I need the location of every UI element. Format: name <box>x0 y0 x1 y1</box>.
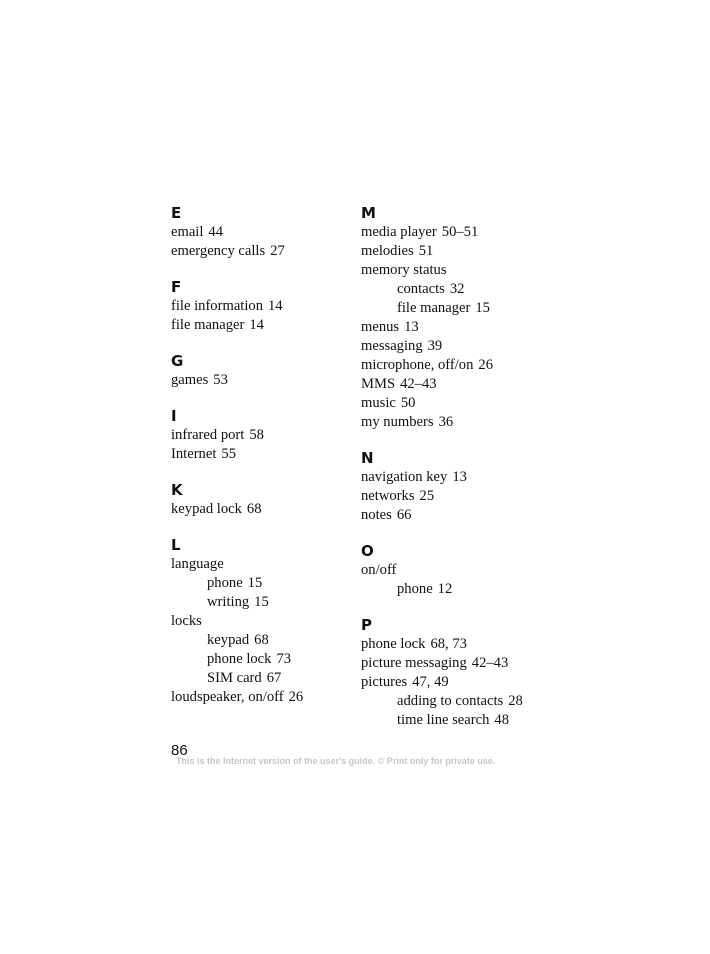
entry-pages: 42–43 <box>400 376 437 392</box>
index-entry <box>171 242 351 261</box>
index-entry <box>361 561 561 580</box>
page-number: 86 <box>171 742 188 759</box>
section-letter: L <box>171 536 181 554</box>
entry-term: emergency calls <box>171 243 266 259</box>
index-entry <box>171 223 351 242</box>
entry-pages: 15 <box>475 300 490 316</box>
entry-pages: 50–51 <box>441 224 479 240</box>
entry-pages: 15 <box>254 594 269 610</box>
entry-pages: 48 <box>494 712 509 728</box>
entry-term: time line search <box>397 712 490 728</box>
entry-pages: 15 <box>247 575 263 591</box>
section-letter: G <box>171 352 184 370</box>
entry-pages: 50 <box>400 395 416 411</box>
entry-term: memory status <box>361 262 447 278</box>
entry-term: infrared port <box>171 427 245 443</box>
entry-term: my numbers <box>361 414 434 430</box>
entry-term: messaging <box>361 338 423 354</box>
entry-term: music <box>361 395 396 411</box>
index-entry <box>361 242 561 261</box>
index-entry <box>361 506 561 525</box>
entry-pages: 26 <box>478 357 493 373</box>
section-letter: I <box>171 407 177 425</box>
entry-pages: 28 <box>508 693 523 709</box>
index-section-p <box>361 616 561 730</box>
entry-term: writing <box>207 594 250 610</box>
index-entry <box>361 673 561 692</box>
entry-term: file manager <box>397 300 471 316</box>
entry-pages: 27 <box>270 243 285 259</box>
index-subentry <box>361 692 561 711</box>
entry-pages: 26 <box>288 689 304 705</box>
index-entry <box>361 337 561 356</box>
index-entry <box>171 445 351 464</box>
entry-pages: 14 <box>268 298 283 314</box>
entry-term: file manager <box>171 317 245 333</box>
section-letter: M <box>361 204 376 222</box>
entry-term: language <box>171 556 224 572</box>
index-entry <box>171 316 351 335</box>
entry-pages: 14 <box>249 317 264 333</box>
index-entry <box>361 261 561 280</box>
index-section-f <box>171 278 351 335</box>
index-entry <box>171 371 351 390</box>
entry-pages: 13 <box>452 469 467 485</box>
entry-pages: 68 <box>246 501 262 517</box>
index-section-n <box>361 449 561 525</box>
entry-term: networks <box>361 488 415 504</box>
index-entry <box>361 654 561 673</box>
section-letter: O <box>361 542 374 560</box>
entry-pages: 39 <box>427 338 443 354</box>
index-entry <box>361 487 561 506</box>
index-entry <box>171 297 351 316</box>
index-column-right <box>361 204 561 747</box>
index-entry <box>171 612 351 631</box>
index-section-g <box>171 352 351 390</box>
index-column-left <box>171 204 351 724</box>
entry-term: melodies <box>361 243 414 259</box>
index-subentry <box>361 711 561 730</box>
index-subentry <box>361 280 561 299</box>
index-entry <box>361 468 561 487</box>
section-letter: N <box>361 449 374 467</box>
section-letter: E <box>171 204 182 222</box>
index-subentry <box>171 631 351 650</box>
index-entry <box>361 635 561 654</box>
index-section-k <box>171 481 351 519</box>
index-entry <box>171 500 351 519</box>
index-section-o <box>361 542 561 599</box>
entry-term: phone lock <box>207 651 272 667</box>
entry-pages: 66 <box>396 507 412 523</box>
index-section-e <box>171 204 351 261</box>
entry-term: keypad <box>207 632 250 648</box>
section-letter: P <box>361 616 372 634</box>
index-section-m <box>361 204 561 432</box>
entry-term: navigation key <box>361 469 448 485</box>
section-letter: F <box>171 278 182 296</box>
index-entry <box>171 426 351 445</box>
index-entry <box>361 375 561 394</box>
entry-term: adding to contacts <box>397 693 504 709</box>
entry-term: phone <box>207 575 243 591</box>
entry-term: keypad lock <box>171 501 242 517</box>
entry-pages: 13 <box>404 319 419 335</box>
index-section-l <box>171 536 351 707</box>
entry-pages: 47, 49 <box>412 674 449 690</box>
index-section-i <box>171 407 351 464</box>
entry-term: MMS <box>361 376 396 392</box>
entry-term: email <box>171 224 204 240</box>
footer-note: This is the Internet version of the user's guide. © Print only for private use. <box>176 756 496 766</box>
entry-pages: 12 <box>437 581 453 597</box>
index-subentry <box>171 650 351 669</box>
index-entry <box>361 223 561 242</box>
entry-term: media player <box>361 224 437 240</box>
entry-term: menus <box>361 319 400 335</box>
entry-pages: 51 <box>418 243 434 259</box>
index-subentry <box>171 593 351 612</box>
entry-pages: 36 <box>438 414 454 430</box>
entry-term: on/off <box>361 562 397 578</box>
entry-term: SIM card <box>207 670 262 686</box>
index-subentry <box>361 580 561 599</box>
index-subentry <box>171 574 351 593</box>
index-subentry <box>361 299 561 318</box>
index-entry <box>361 394 561 413</box>
entry-term: games <box>171 372 209 388</box>
entry-term: file information <box>171 298 263 314</box>
entry-term: loudspeaker, on/off <box>171 689 284 705</box>
index-entry <box>171 688 351 707</box>
entry-term: phone <box>397 581 433 597</box>
entry-pages: 67 <box>266 670 282 686</box>
index-subentry <box>171 669 351 688</box>
entry-term: pictures <box>361 674 408 690</box>
entry-term: microphone, off/on <box>361 357 474 373</box>
index-entry <box>361 356 561 375</box>
entry-pages: 53 <box>213 372 228 388</box>
entry-term: contacts <box>397 281 445 297</box>
entry-term: Internet <box>171 446 217 462</box>
entry-pages: 25 <box>419 488 435 504</box>
index-entry <box>171 555 351 574</box>
entry-pages: 58 <box>249 427 264 443</box>
index-entry <box>361 318 561 337</box>
entry-pages: 55 <box>221 446 236 462</box>
section-letter: K <box>171 481 183 499</box>
entry-pages: 44 <box>208 224 224 240</box>
entry-term: phone lock <box>361 636 426 652</box>
index-entry <box>361 413 561 432</box>
entry-term: picture messaging <box>361 655 467 671</box>
entry-pages: 42–43 <box>471 655 509 671</box>
entry-pages: 32 <box>449 281 465 297</box>
entry-pages: 68 <box>254 632 269 648</box>
entry-term: locks <box>171 613 202 629</box>
entry-pages: 68, 73 <box>430 636 467 652</box>
entry-pages: 73 <box>276 651 292 667</box>
entry-term: notes <box>361 507 392 523</box>
